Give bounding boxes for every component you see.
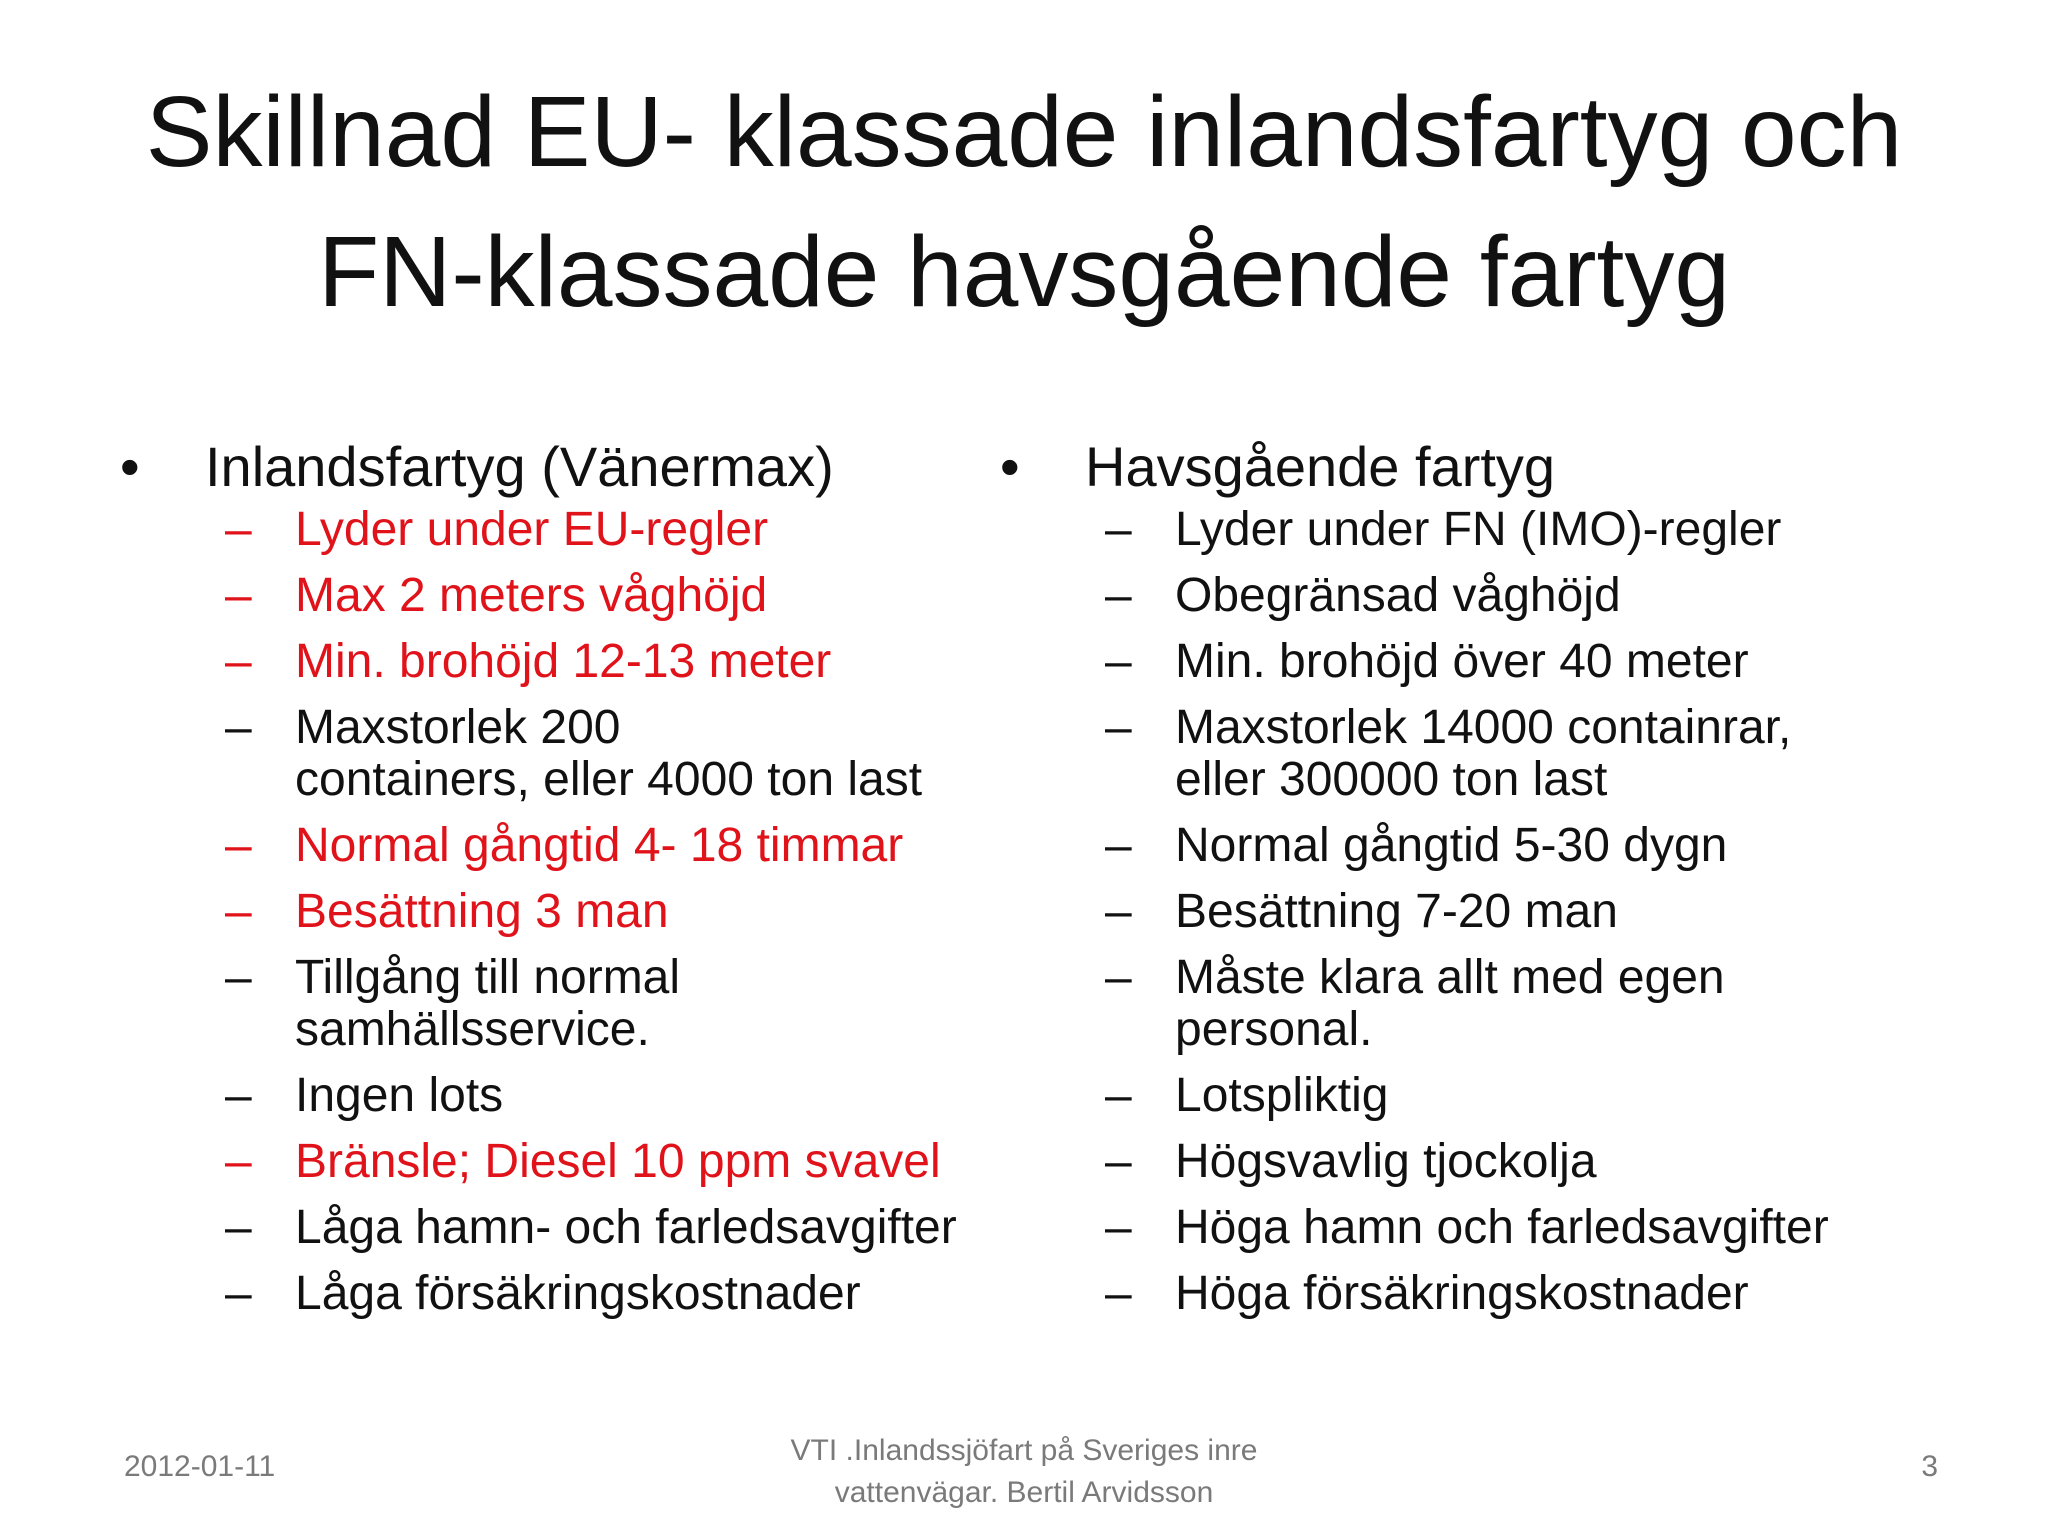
left-list-item xyxy=(120,952,980,1056)
right-list-item xyxy=(1000,1070,2000,1122)
right-list-item-text: Lyder under FN (IMO)-regler xyxy=(1175,503,1782,556)
left-list-item xyxy=(120,1136,980,1188)
footer-source xyxy=(720,1430,1328,1514)
left-list-item xyxy=(120,1070,980,1122)
right-list-item xyxy=(1000,570,2000,622)
left-column xyxy=(120,430,980,1334)
left-list-item xyxy=(120,702,980,806)
left-list-item-text: Ingen lots xyxy=(295,1069,504,1122)
right-list-item xyxy=(1000,1136,2000,1188)
left-heading xyxy=(120,430,980,504)
left-list-item-text: Normal gångtid 4- 18 timmar xyxy=(295,819,904,872)
dash-bullet-icon: – xyxy=(225,1267,252,1320)
right-list-item-text: Lotspliktig xyxy=(1175,1069,1389,1122)
left-list xyxy=(120,504,980,1320)
dash-bullet-icon: – xyxy=(1105,569,1132,622)
left-list-item xyxy=(120,504,980,556)
right-heading xyxy=(1000,430,2000,504)
right-list-item-text: Obegränsad våghöjd xyxy=(1175,569,1621,622)
right-list-item-text: Min. brohöjd över 40 meter xyxy=(1175,635,1749,688)
left-heading-text: Inlandsfartyg (Vänermax) xyxy=(205,435,834,498)
right-list-item xyxy=(1000,886,2000,938)
dash-bullet-icon: – xyxy=(225,885,252,938)
right-heading-text: Havsgående fartyg xyxy=(1085,435,1556,498)
right-list-item-text: Högsvavlig tjockolja xyxy=(1175,1135,1597,1188)
left-list-item-text: Maxstorlek 200 containers, eller 4000 ton last xyxy=(295,701,923,806)
dash-bullet-icon: – xyxy=(225,569,252,622)
left-list-item xyxy=(120,886,980,938)
dash-bullet-icon: – xyxy=(225,951,252,1004)
right-list-item xyxy=(1000,1202,2000,1254)
dash-bullet-icon: – xyxy=(225,503,252,556)
right-list-item xyxy=(1000,504,2000,556)
dash-bullet-icon: – xyxy=(1105,635,1132,688)
right-list-item xyxy=(1000,820,2000,872)
right-list-item-text: Höga hamn och farledsavgifter xyxy=(1175,1201,1829,1254)
left-list-item-text: Lyder under EU-regler xyxy=(295,503,769,556)
left-list-item-text: Bränsle; Diesel 10 ppm svavel xyxy=(295,1135,941,1188)
right-list-item-text: Besättning 7-20 man xyxy=(1175,885,1618,938)
dash-bullet-icon: – xyxy=(1105,1069,1132,1122)
footer-date: 2012-01-11 xyxy=(124,1450,276,1483)
dash-bullet-icon: – xyxy=(1105,1267,1132,1320)
left-list-item-text: Min. brohöjd 12-13 meter xyxy=(295,635,832,688)
page-number: 3 xyxy=(1921,1450,1938,1483)
left-list-item-text: Max 2 meters våghöjd xyxy=(295,569,768,622)
dash-bullet-icon: – xyxy=(225,819,252,872)
left-list-item xyxy=(120,570,980,622)
left-list-item-text: Låga försäkringskostnader xyxy=(295,1267,861,1320)
right-list-item-text: Normal gångtid 5-30 dygn xyxy=(1175,819,1728,872)
footer-source-line-1: VTI .Inlandssjöfart på Sveriges inre xyxy=(790,1434,1258,1467)
title-line-2: FN-klassade havsgående fartyg xyxy=(318,216,1730,328)
dash-bullet-icon: – xyxy=(225,701,252,754)
dash-bullet-icon: – xyxy=(1105,819,1132,872)
left-list-item xyxy=(120,636,980,688)
right-list-item xyxy=(1000,636,2000,688)
slide-title xyxy=(60,62,1988,342)
left-list-item xyxy=(120,1202,980,1254)
dash-bullet-icon: – xyxy=(1105,885,1132,938)
title-line-1: Skillnad EU- klassade inlandsfartyg och xyxy=(145,76,1903,188)
right-list xyxy=(1000,504,2000,1320)
left-list-item xyxy=(120,1268,980,1320)
right-list-item xyxy=(1000,1268,2000,1320)
dash-bullet-icon: – xyxy=(225,1201,252,1254)
right-list-item-text: Måste klara allt med egen personal. xyxy=(1175,951,1725,1056)
bullet-icon: • xyxy=(1000,435,1020,498)
dash-bullet-icon: – xyxy=(225,635,252,688)
dash-bullet-icon: – xyxy=(1105,503,1132,556)
right-list-item xyxy=(1000,702,2000,806)
dash-bullet-icon: – xyxy=(225,1135,252,1188)
right-column xyxy=(1000,430,2000,1334)
left-list-item-text: Låga hamn- och farledsavgifter xyxy=(295,1201,957,1254)
dash-bullet-icon: – xyxy=(1105,951,1132,1004)
bullet-icon: • xyxy=(120,435,140,498)
left-list-item-text: Besättning 3 man xyxy=(295,885,669,938)
dash-bullet-icon: – xyxy=(1105,701,1132,754)
dash-bullet-icon: – xyxy=(1105,1135,1132,1188)
left-list-item xyxy=(120,820,980,872)
footer-source-line-2: vattenvägar. Bertil Arvidsson xyxy=(834,1476,1214,1509)
left-list-item-text: Tillgång till normal samhällsservice. xyxy=(295,951,681,1056)
dash-bullet-icon: – xyxy=(225,1069,252,1122)
right-list-item-text: Höga försäkringskostnader xyxy=(1175,1267,1749,1320)
right-list-item-text: Maxstorlek 14000 containrar, eller 300000 ton last xyxy=(1175,701,1792,806)
right-list-item xyxy=(1000,952,2000,1056)
dash-bullet-icon: – xyxy=(1105,1201,1132,1254)
